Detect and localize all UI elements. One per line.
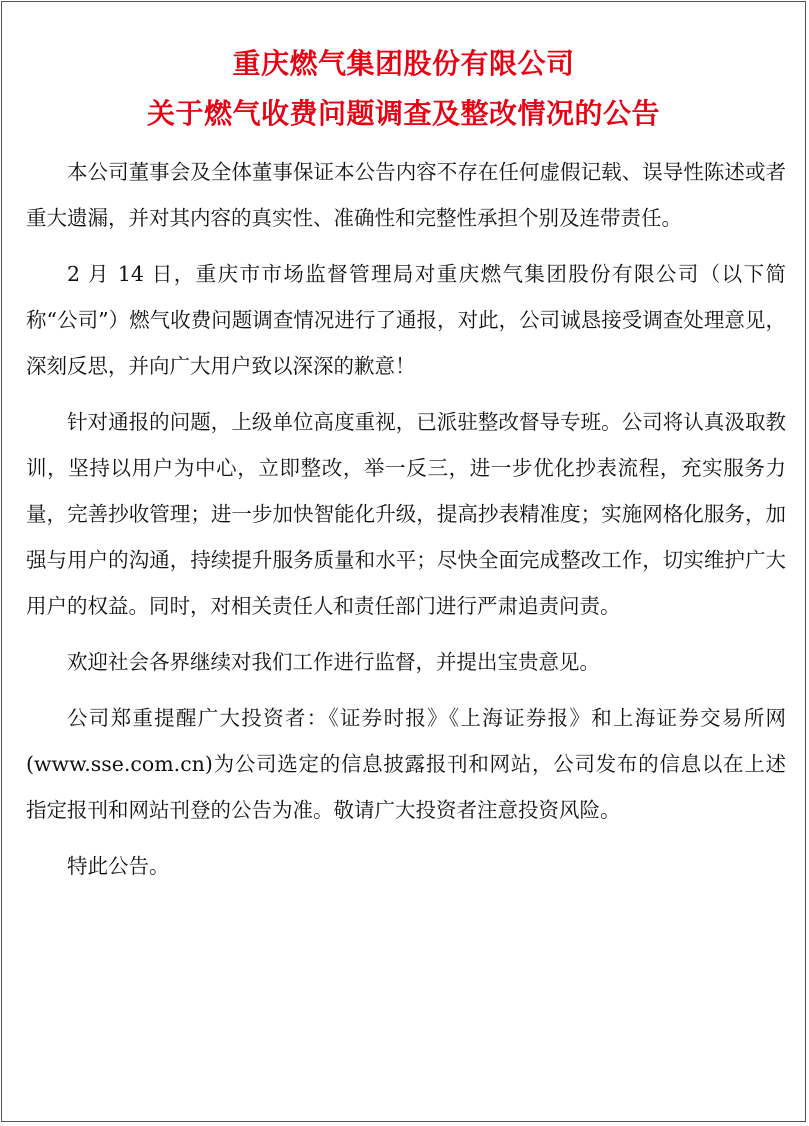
paragraph-closing: 特此公告。 xyxy=(67,854,170,878)
paragraph-board-guarantee: 本公司董事会及全体董事保证本公告内容不存在任何虚假记载、误导性陈述或者重大遗漏，并对其内容的真实性、准确性和完整性承担个别及连带责任。 xyxy=(26,160,786,230)
announcement-body xyxy=(26,149,786,899)
paragraph-investigation-notice: 2 月 14 日，重庆市市场监督管理局对重庆燃气集团股份有限公司（以下简称“公司”）燃气收费问题调查情况进行了通报，对此，公司诚恳接受调查处理意见，深刻反思，并向广大用户致以深深的歉意！ xyxy=(26,262,786,378)
announcement-title: 关于燃气收费问题调查及整改情况的公告 xyxy=(146,97,660,130)
paragraph-investor-reminder: 公司郑重提醒广大投资者：《证券时报》《上海证券报》和上海证券交易所网(www.sse.com.cn)为公司选定的信息披露报刊和网站，公司发布的信息以在上述指定报刊和网站刊登的公告为准。敬请广大投资者注意投资风险。 xyxy=(26,706,786,822)
paragraph-welcome-supervision: 欢迎社会各界继续对我们工作进行监督，并提出宝贵意见。 xyxy=(67,650,600,674)
paragraph-rectification-measures: 针对通报的问题，上级单位高度重视，已派驻整改督导专班。公司将认真汲取教训，坚持以用户为中心，立即整改，举一反三，进一步优化抄表流程，充实服务力量，完善抄收管理；进一步加快智能化升级，提高抄表精准度；实施网格化服务，加强与用户的沟通，持续提升服务质量和水平；尽快全面完成整改工作，切实维护广大用户的权益。同时，对相关责任人和责任部门进行严肃追责问责。 xyxy=(26,410,786,618)
company-name-title: 重庆燃气集团股份有限公司 xyxy=(232,47,575,80)
announcement-page xyxy=(1,1,806,1122)
